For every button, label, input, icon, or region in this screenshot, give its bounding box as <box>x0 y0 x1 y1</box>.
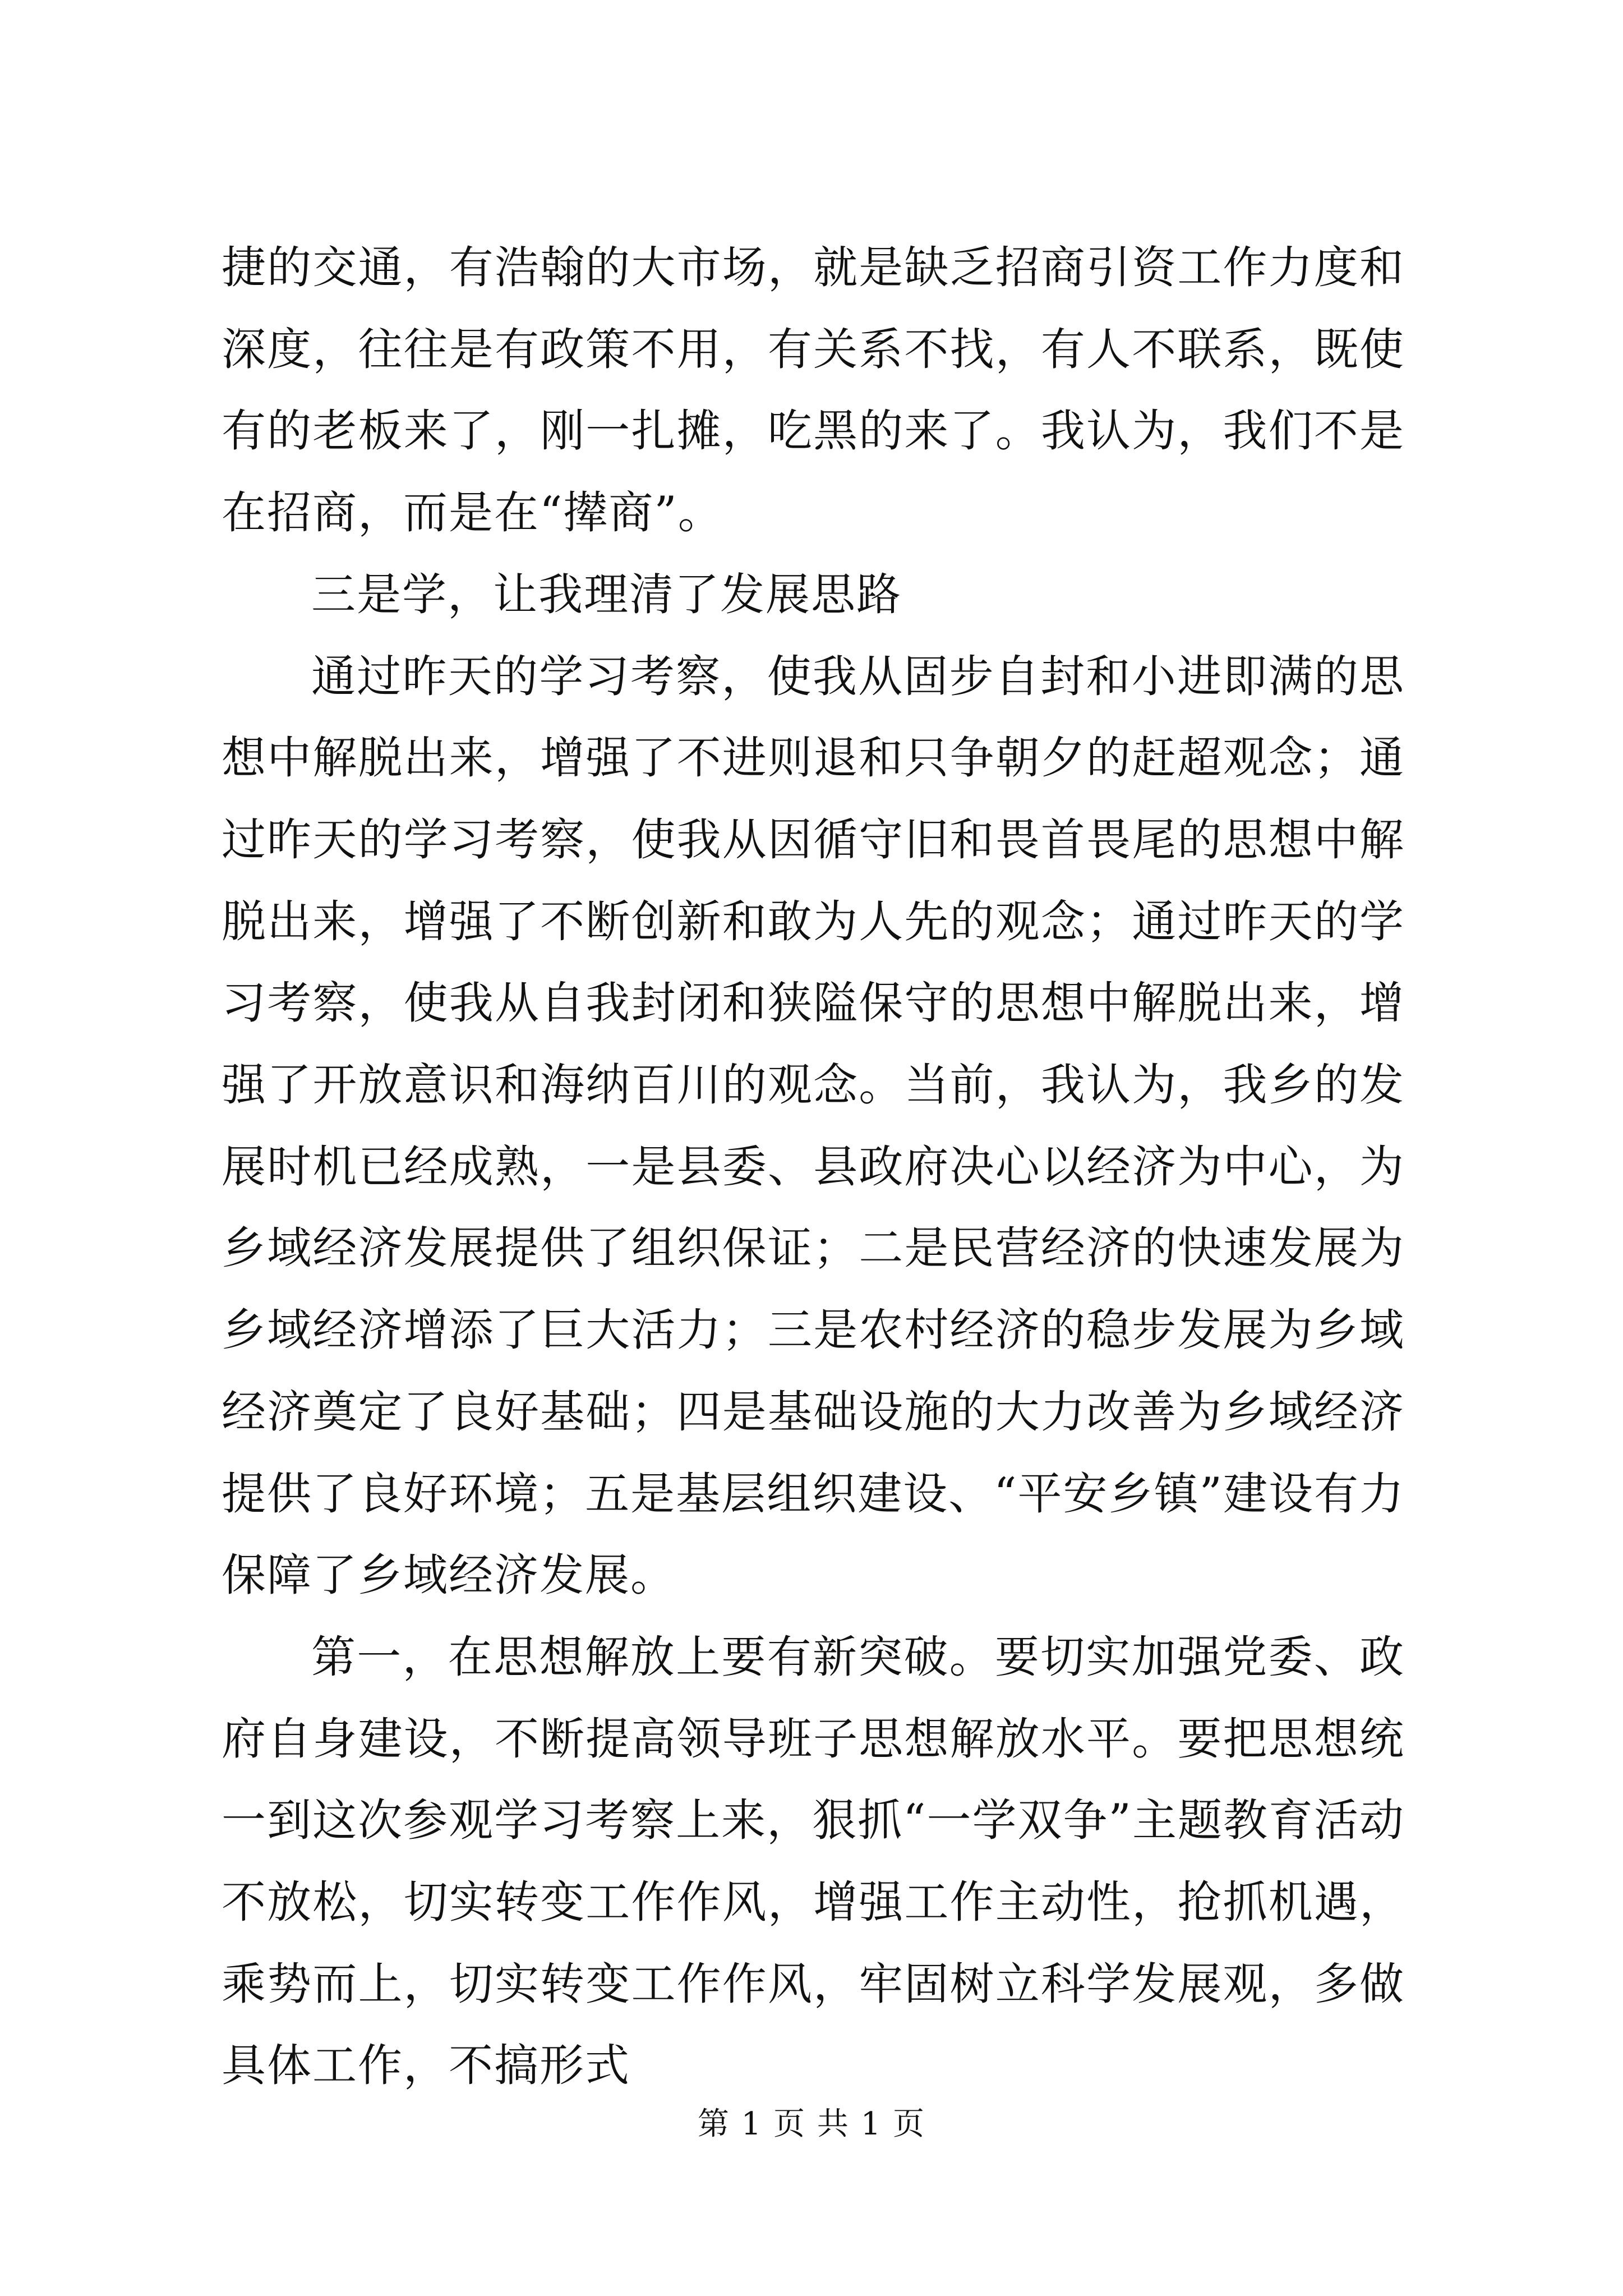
paragraph: 第一，在思想解放上要有新突破。要切实加强党委、政府自身建设，不断提高领导班子思想解放水平。要把思想统一到这次参观学习考察上来，狠抓“一学双争”主题教育活动不放松，切实转变工作作风，增强工作主动性，抢抓机遇，乘势而上，切实转变工作作风，牢固树立科学发展观，多做具体工作，不搞形式 <box>222 1631 1405 2092</box>
paragraph: 通过昨天的学习考察，使我从固步自封和小进即满的思想中解脱出来，增强了不进则退和只争朝夕的赶超观念；通过昨天的学习考察，使我从因循守旧和畏首畏尾的思想中解脱出来，增强了不断创新和敢为人先的观念；通过昨天的学习考察，使我从自我封闭和狭隘保守的思想中解脱出来，增强了开放意识和海纳百川的观念。当前，我认为，我乡的发展时机已经成熟，一是县委、县政府决心以经济为中心，为乡域经济发展提供了组织保证；二是民营经济的快速发展为乡域经济增添了巨大活力；三是农村经济的稳步发展为乡域经济奠定了良好基础；四是基础设施的大力改善为乡域经济提供了良好环境；五是基层组织建设、“平安乡镇”建设有力保障了乡域经济发展。 <box>222 650 1405 1602</box>
paragraph-continuation: 捷的交通，有浩翰的大市场，就是缺乏招商引资工作力度和深度，往往是有政策不用，有关系不找，有人不联系，既使有的老板来了，刚一扎摊，吃黑的来了。我认为，我们不是在招商，而是在“撵商”。 <box>222 242 1405 539</box>
document-body <box>222 227 1405 2107</box>
section-heading: 三是学，让我理清了发展思路 <box>311 568 902 620</box>
page-footer: 第 1 页 共 1 页 <box>697 2106 926 2142</box>
